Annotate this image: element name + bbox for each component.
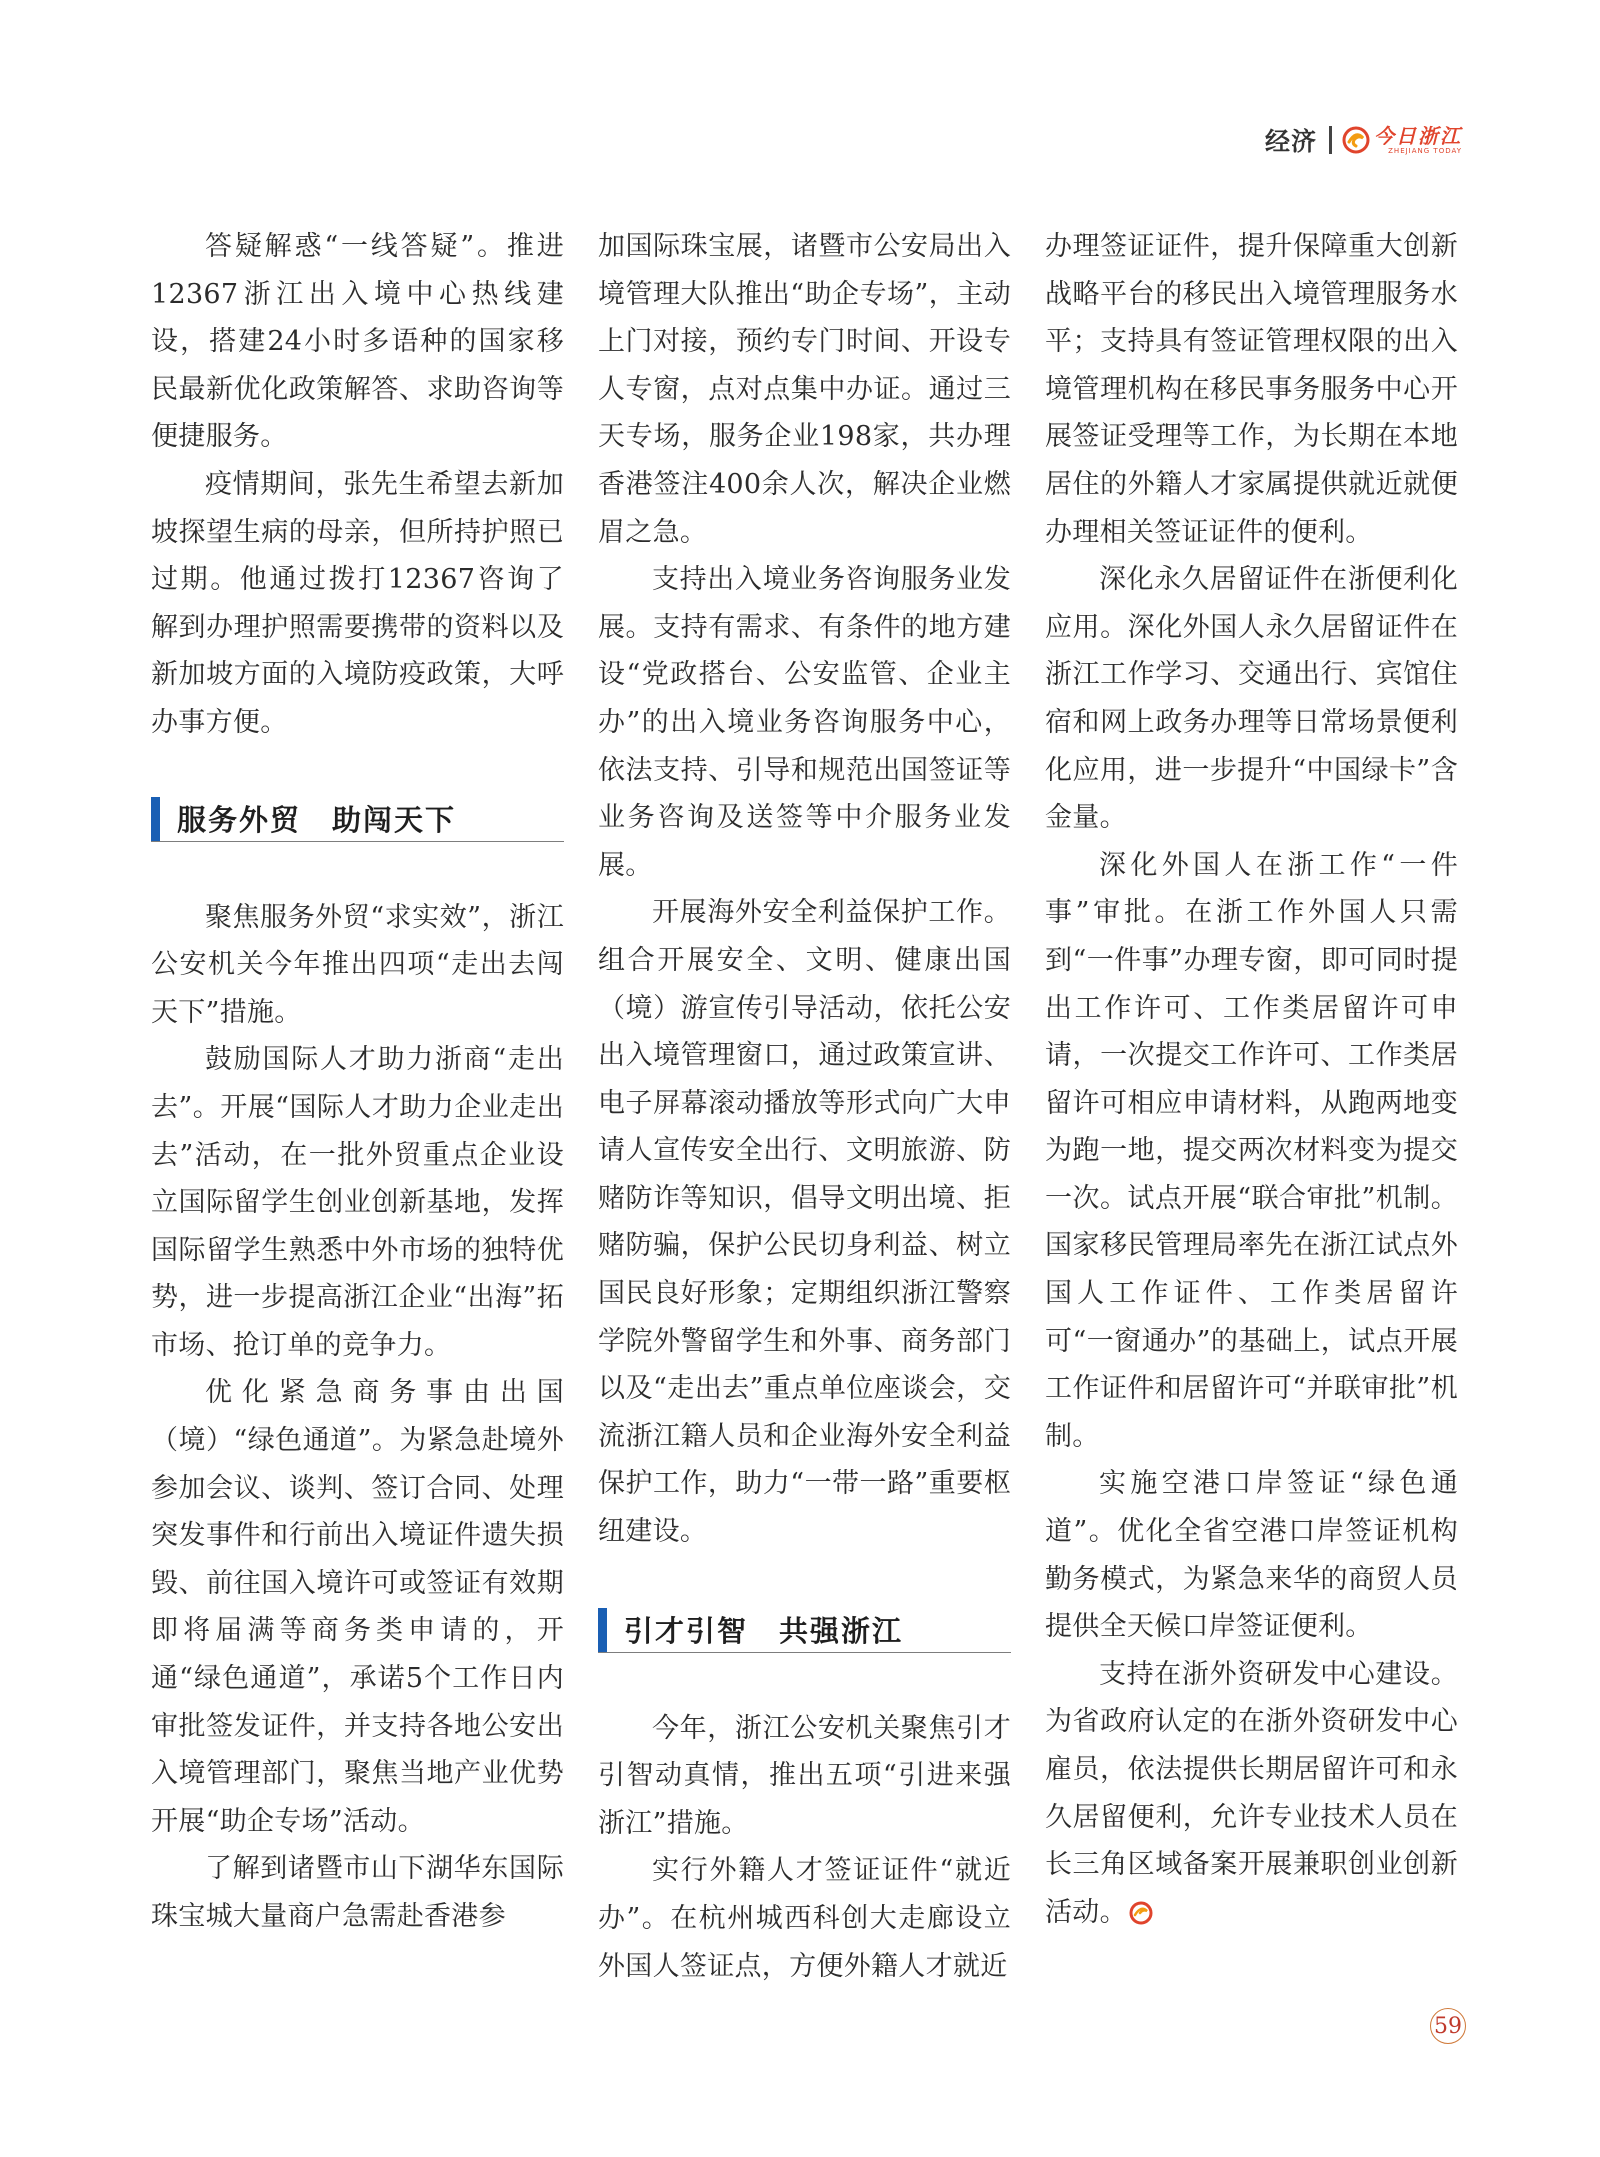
paragraph: 聚焦服务外贸“求实效”，浙江公安机关今年推出四项“走出去闯天下”措施。 bbox=[151, 901, 564, 1028]
paragraph: 加国际珠宝展，诸暨市公安局出入境管理大队推出“助企专场”，主动上门对接，预约专门时间、开设专人专窗，点对点集中办证。通过三天专场，服务企业198家，共办理香港签注400余人次，解决企业燃眉之急。 bbox=[598, 231, 1011, 548]
paragraph bbox=[1045, 1651, 1458, 1937]
paragraph: 开展海外安全利益保护工作。组合开展安全、文明、健康出国（境）游宣传引导活动，依托公安出入境管理窗口，通过政策宣讲、电子屏幕滚动播放等形式向广大申请人宣传安全出行、文明旅游、防赌防诈等知识，倡导文明出境、拒赌防骗，保护公民切身利益、树立国民良好形象；定期组织浙江警察学院外警留学生和外事、商务部门以及“走出去”重点单位座谈会，交流浙江籍人员和企业海外安全利益保护工作，助力“一带一路”重要枢纽建设。 bbox=[598, 897, 1011, 1548]
logo-subtext: ZHEJIANG TODAY bbox=[1388, 146, 1462, 155]
paragraph: 深化永久居留证件在浙便利化应用。深化外国人永久居留证件在浙江工作学习、交通出行、宾馆住宿和网上政务办理等日常场景便利化应用，进一步提升“中国绿卡”含金量。 bbox=[1045, 564, 1458, 834]
article-column-3 bbox=[1045, 223, 1458, 1936]
article-end-icon bbox=[1129, 1901, 1153, 1925]
paragraph: 实行外籍人才签证证件“就近办”。在杭州城西科创大走廊设立外国人签证点，方便外籍人才就近 bbox=[598, 1855, 1011, 1982]
magazine-logo bbox=[1342, 123, 1462, 155]
paragraph: 实施空港口岸签证“绿色通道”。优化全省空港口岸签证机构勤务模式，为紧急来华的商贸人员提供全天候口岸签证便利。 bbox=[1045, 1468, 1458, 1643]
paragraph: 了解到诸暨市山下湖华东国际珠宝城大量商户急需赴香港参 bbox=[151, 1853, 564, 1932]
paragraph: 疫情期间，张先生希望去新加坡探望生病的母亲，但所持护照已过期。他通过拨打12367咨询了解到办理护照需要携带的资料以及新加坡方面的入境防疫政策，大呼办事方便。 bbox=[151, 468, 564, 738]
paragraph: 今年，浙江公安机关聚焦引才引智动真情，推出五项“引进来强浙江”措施。 bbox=[598, 1712, 1011, 1839]
paragraph: 深化外国人在浙工作“一件事”审批。在浙工作外国人只需到“一件事”办理专窗，即可同时提出工作许可、工作类居留许可申请，一次提交工作许可、工作类居留许可相应申请材料，从跑两地变为跑一地，提交两次材料变为提交一次。试点开展“联合审批”机制。国家移民管理局率先在浙江试点外国人工作证件、工作类居留许可“一窗通办”的基础上，试点开展工作证件和居留许可“并联审批”机制。 bbox=[1045, 849, 1458, 1452]
article-column-1 bbox=[151, 223, 564, 1941]
section-heading: 引才引智 共强浙江 bbox=[598, 1608, 1011, 1653]
logo-swirl-icon bbox=[1342, 126, 1370, 154]
page-number: 59 bbox=[1430, 2008, 1466, 2044]
paragraph-text: 支持在浙外资研发中心建设。为省政府认定的在浙外资研发中心雇员，依法提供长期居留许可和永久居留便利，允许专业技术人员在长三角区域备案开展兼职创业创新活动。 bbox=[1045, 1658, 1458, 1928]
paragraph: 办理签证证件，提升保障重大创新战略平台的移民出入境管理服务水平；支持具有签证管理权限的出入境管理机构在移民事务服务中心开展签证受理等工作，为长期在本地居住的外籍人才家属提供就近就便办理相关签证证件的便利。 bbox=[1045, 231, 1458, 548]
paragraph: 支持出入境业务咨询服务业发展。支持有需求、有条件的地方建设“党政搭台、公安监管、企业主办”的出入境业务咨询服务中心，依法支持、引导和规范出国签证等业务咨询及送签等中介服务业发展。 bbox=[598, 564, 1011, 881]
paragraph: 答疑解惑“一线答疑”。推进12367浙江出入境中心热线建设，搭建24小时多语种的国家移民最新优化政策解答、求助咨询等便捷服务。 bbox=[151, 231, 564, 453]
article-column-2 bbox=[598, 223, 1011, 1990]
logo-text: 今日浙江 bbox=[1374, 123, 1462, 148]
section-heading: 服务外贸 助闯天下 bbox=[151, 797, 564, 842]
paragraph: 鼓励国际人才助力浙商“走出去”。开展“国际人才助力企业走出去”活动，在一批外贸重点企业设立国际留学生创业创新基地，发挥国际留学生熟悉中外市场的独特优势，进一步提高浙江企业“出海”拓市场、抢订单的竞争力。 bbox=[151, 1044, 564, 1361]
page-header bbox=[1265, 118, 1462, 162]
header-divider bbox=[1329, 126, 1332, 154]
section-name: 经济 bbox=[1264, 127, 1317, 156]
paragraph: 优化紧急商务事由出国（境）“绿色通道”。为紧急赴境外参加会议、谈判、签订合同、处理突发事件和行前出入境证件遗失损毁、前往国入境许可或签证有效期即将届满等商务类申请的，开通“绿色通道”，承诺5个工作日内审批签发证件，并支持各地公安出入境管理部门，聚焦当地产业优势开展“助企专场”活动。 bbox=[151, 1377, 564, 1837]
